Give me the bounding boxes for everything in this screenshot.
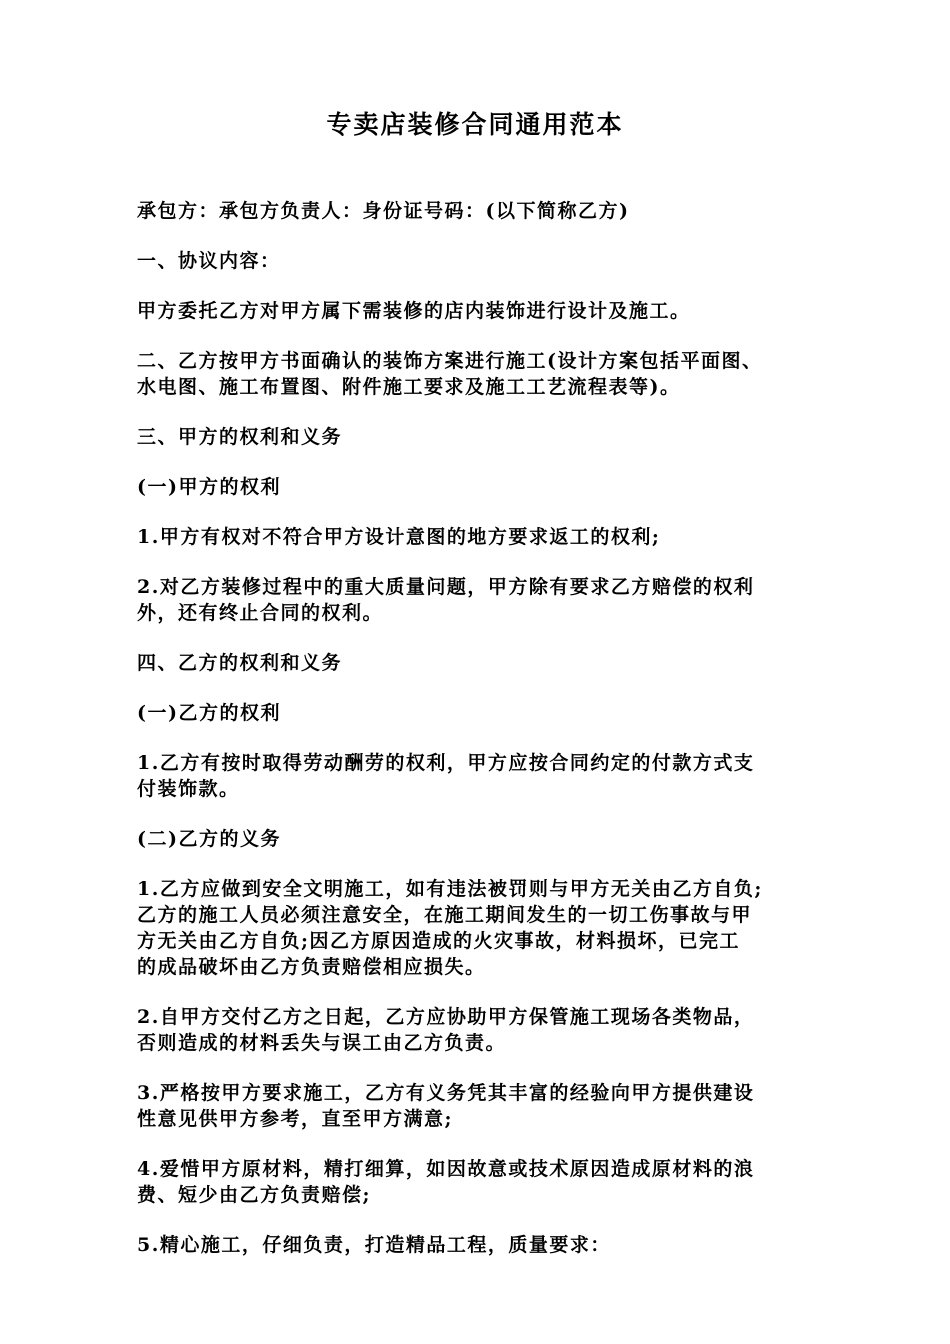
document-title: 专卖店装修合同通用范本 bbox=[326, 110, 624, 139]
clause-party-a-right-1: 1.甲方有权对不符合甲方设计意图的地方要求返工的权利; bbox=[137, 526, 661, 548]
document-body bbox=[137, 198, 827, 1258]
paragraph-contractor: 承包方：承包方负责人：身份证号码：(以下简称乙方) bbox=[137, 200, 630, 222]
paragraph-entrustment: 甲方委托乙方对甲方属下需装修的店内装饰进行设计及施工。 bbox=[137, 300, 691, 322]
heading-party-b-rights-duties: 四、乙方的权利和义务 bbox=[137, 652, 343, 674]
subheading-party-b-duties: (二)乙方的义务 bbox=[137, 828, 281, 850]
clause-party-b-duty-2: 2.自甲方交付乙方之日起，乙方应协助甲方保管施工现场各类物品， 否则造成的材料丢失与误工由乙方负责。 bbox=[137, 1006, 755, 1054]
subheading-party-a-rights: (一)甲方的权利 bbox=[137, 476, 281, 498]
clause-party-b-right-1: 1.乙方有按时取得劳动酬劳的权利，甲方应按合同约定的付款方式支 付装饰款。 bbox=[137, 752, 755, 800]
clause-party-b-duty-1: 1.乙方应做到安全文明施工，如有违法被罚则与甲方无关由乙方自负; 乙方的施工人员必须注意安全，在施工期间发生的一切工伤事故与甲 方无关由乙方自负;因乙方原因造成的火灾事故，材料损坏，已完工 的成品破坏由乙方负责赔偿相应损失。 bbox=[137, 878, 763, 978]
clause-party-b-duty-3: 3.严格按甲方要求施工，乙方有义务凭其丰富的经验向甲方提供建设 性意见供甲方参考，直至甲方满意; bbox=[137, 1082, 755, 1130]
clause-party-a-right-2: 2.对乙方装修过程中的重大质量问题，甲方除有要求乙方赔偿的权利 外，还有终止合同的权利。 bbox=[137, 576, 755, 624]
heading-agreement-content: 一、协议内容： bbox=[137, 250, 281, 272]
clause-party-b-duty-4: 4.爱惜甲方原材料，精打细算，如因故意或技术原因造成原材料的浪 费、短少由乙方负责赔偿; bbox=[137, 1158, 755, 1206]
paragraph-section-two: 二、乙方按甲方书面确认的装饰方案进行施工(设计方案包括平面图、 水电图、施工布置图、附件施工要求及施工工艺流程表等)。 bbox=[137, 350, 763, 398]
clause-party-b-duty-5: 5.精心施工，仔细负责，打造精品工程，质量要求： bbox=[137, 1234, 611, 1256]
heading-party-a-rights-duties: 三、甲方的权利和义务 bbox=[137, 426, 343, 448]
subheading-party-b-rights: (一)乙方的权利 bbox=[137, 702, 281, 724]
